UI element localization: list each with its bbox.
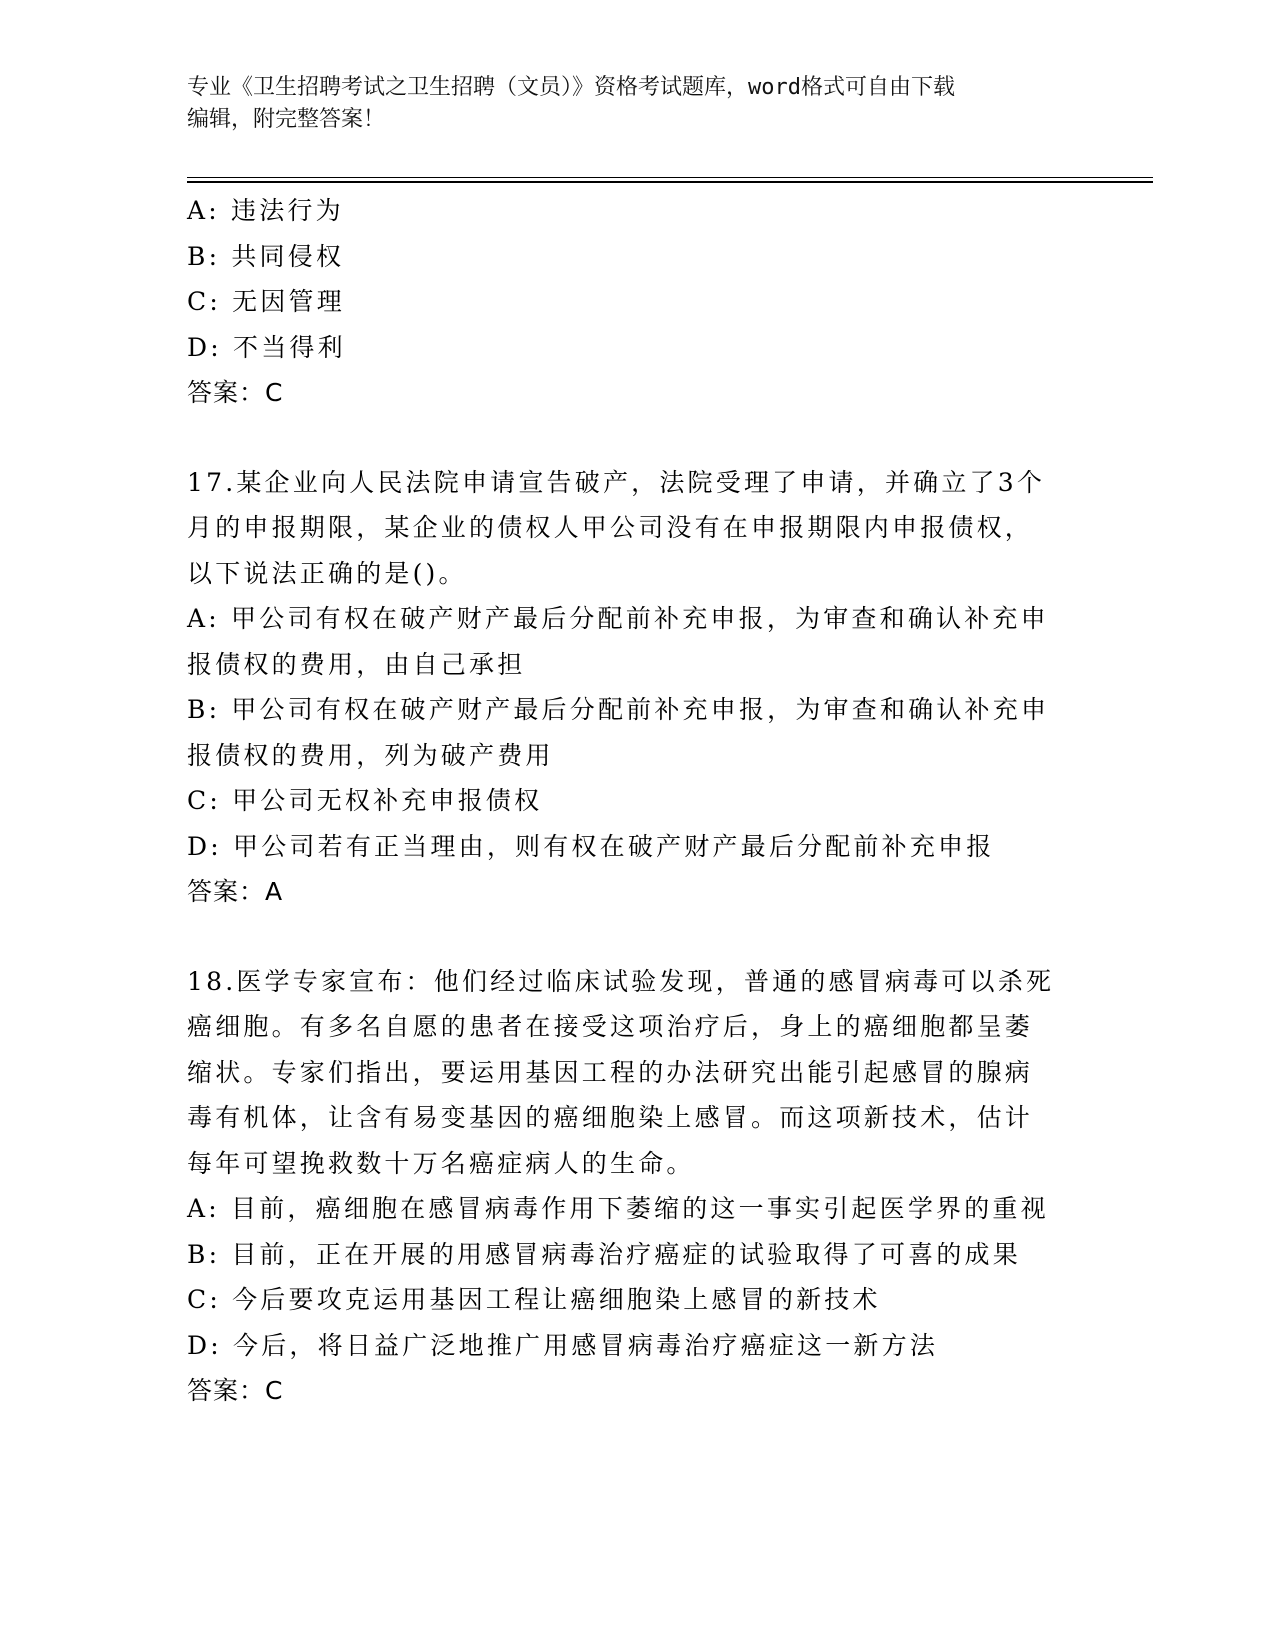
header-line-2: 编辑，附完整答案！ <box>187 107 386 132</box>
option-b: B: 甲公司有权在破产财产最后分配前补充申报，为审查和确认补充申 <box>187 695 1050 724</box>
question-stem-line: 月的申报期限，某企业的债权人甲公司没有在申报期限内申报债权， <box>187 513 1034 542</box>
answer-label: 答案：C <box>187 1376 284 1405</box>
question-stem-line: 毒有机体，让含有易变基因的癌细胞染上感冒。而这项新技术，估计 <box>187 1103 1034 1132</box>
option-a: A: 目前，癌细胞在感冒病毒作用下萎缩的这一事实引起医学界的重视 <box>187 1194 1049 1223</box>
question-block-17 <box>187 460 1087 915</box>
question-stem-line: 18.医学专家宣布：他们经过临床试验发现，普通的感冒病毒可以杀死 <box>187 966 1055 996</box>
question-block-16 <box>187 188 1087 416</box>
option-a-continued: 报债权的费用，由自己承担 <box>187 649 526 679</box>
question-stem-line: 以下说法正确的是()。 <box>187 558 467 588</box>
option-b-continued: 报债权的费用，列为破产费用 <box>187 740 554 770</box>
answer-label: 答案：C <box>187 378 284 407</box>
option-c: C: 无因管理 <box>187 287 345 316</box>
document-header <box>187 72 1067 136</box>
question-stem-line: 17.某企业向人民法院申请宣告破产，法院受理了申请，并确立了3个 <box>187 467 1046 497</box>
option-d: D: 不当得利 <box>187 332 346 362</box>
header-line-1: 专业《卫生招聘考试之卫生招聘（文员）》资格考试题库，word格式可自由下载 <box>187 75 955 100</box>
spacer <box>187 915 1087 959</box>
question-block-18 <box>187 959 1087 1414</box>
question-stem-line: 缩状。专家们指出，要运用基因工程的办法研究出能引起感冒的腺病 <box>187 1057 1034 1087</box>
question-content <box>187 188 1087 1414</box>
option-b: B: 目前，正在开展的用感冒病毒治疗癌症的试验取得了可喜的成果 <box>187 1239 1021 1269</box>
header-divider-thin <box>187 177 1153 178</box>
header-divider-thick <box>187 181 1153 183</box>
option-a: A: 甲公司有权在破产财产最后分配前补充申报，为审查和确认补充申 <box>187 604 1049 633</box>
question-stem-line: 癌细胞。有多名自愿的患者在接受这项治疗后，身上的癌细胞都呈萎 <box>187 1012 1034 1041</box>
question-stem-line: 每年可望挽救数十万名癌症病人的生命。 <box>187 1148 695 1178</box>
option-d: D: 甲公司若有正当理由，则有权在破产财产最后分配前补充申报 <box>187 831 995 861</box>
spacer <box>187 416 1087 460</box>
option-c: C: 甲公司无权补充申报债权 <box>187 786 543 815</box>
option-c: C: 今后要攻克运用基因工程让癌细胞染上感冒的新技术 <box>187 1285 881 1314</box>
answer-label: 答案：A <box>187 877 284 906</box>
option-a: A: 违法行为 <box>187 196 344 225</box>
option-d: D: 今后，将日益广泛地推广用感冒病毒治疗癌症这一新方法 <box>187 1330 939 1360</box>
option-b: B: 共同侵权 <box>187 241 345 271</box>
